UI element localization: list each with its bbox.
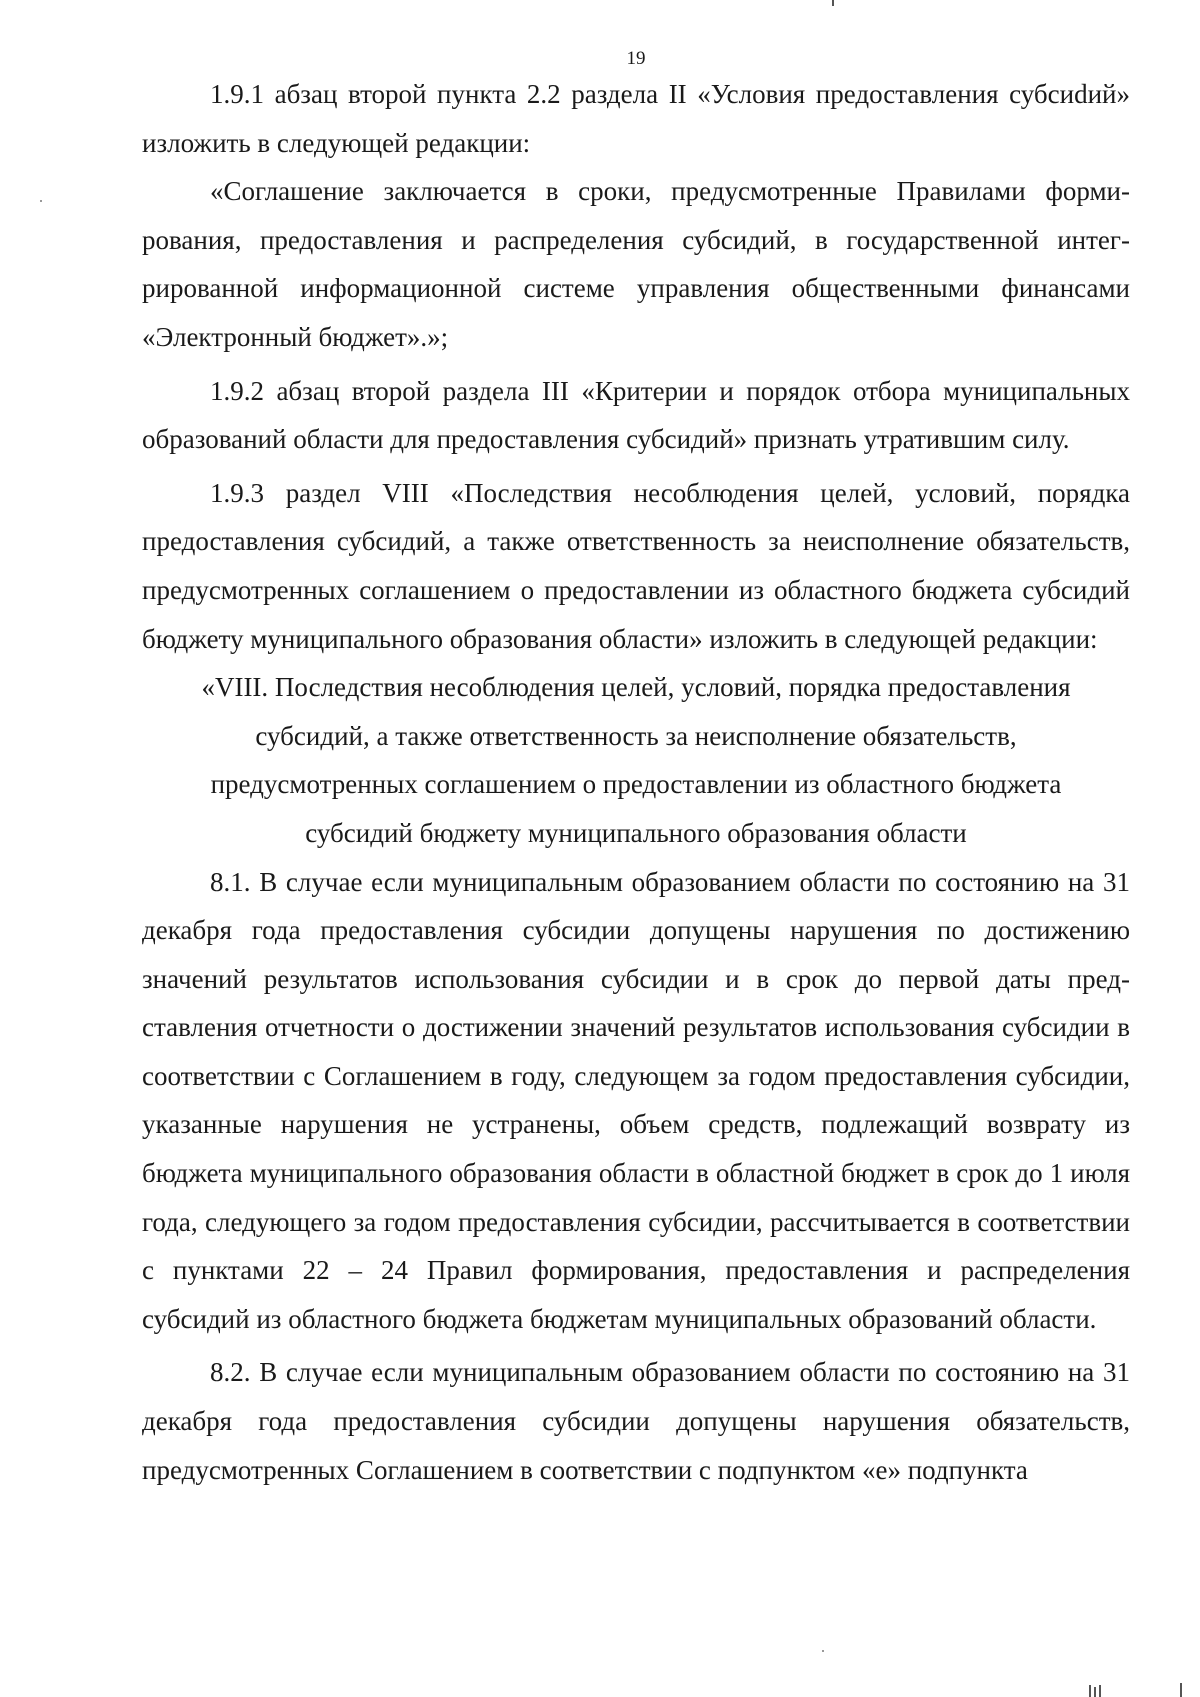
scan-speck xyxy=(822,1650,824,1652)
document-body xyxy=(142,70,1130,1494)
paragraph-8-1: 8.1. В случае если муниципальным образованием области по состоянию на 31 декабря года предоставления субсидии допущены нарушения по достижению значений результатов использования субсидии и в срок до первой даты представления отчетности о достижении значений результатов использования субсидии в соответствии с Соглашением в году, следующем за годом предоставления субсидии, указанные нарушения не устранены, объем средств, подлежащий возврату из бюджета муниципального образования области в областной бюджет в срок до 1 июля года, следующего за годом предоставления субсидии, рассчитывается в соответствии с пунктами 22 – 24 Правил формирования, предоставления и распределения субсидий из областного бюджета бюджетам муниципальных образований области. xyxy=(142,866,1130,1334)
paragraph-1-9-1: 1.9.1 абзац второй пункта 2.2 раздела II «Условия предоставления субсиdий» изложить в следующей редакции: xyxy=(142,79,1130,158)
page-number: 19 xyxy=(626,48,646,69)
paragraph-1-9-2: 1.9.2 абзац второй раздела III «Критерии и порядок отбора муниципальных образований области для предоставления субсидий» признать утратившим силу. xyxy=(142,375,1130,455)
scan-edge-mark xyxy=(1180,1683,1182,1697)
section-heading-line-3: предусмотренных соглашением о предоставлении из областного бюджета xyxy=(210,769,1062,800)
scan-speck xyxy=(832,0,834,6)
paragraph-1-9-3: 1.9.3 раздел VIII «Последствия несоблюдения целей, условий, порядка предоставления субсидий, а также ответственность за неисполнение обязательств, предусмотренных соглашением о предоставлении из областного бюджета субсидий бюджету муниципального образования области» изложить в следующей редакции: xyxy=(142,477,1130,654)
paragraph-agreement-quote: «Соглашение заключается в сроки, предусмотренные Правилами формирования, предоставления и распределения субсидий, в государственной интегрированной информационной системе управления общественными финансами «Электронный бюджет».»; xyxy=(142,176,1130,352)
scan-edge-mark xyxy=(1099,1685,1101,1697)
section-heading-line-4: субсидий бюджету муниципального образования области xyxy=(305,817,967,848)
section-viii-heading xyxy=(142,663,1130,857)
section-heading-line-1: «VIII. Последствия несоблюдения целей, условий, порядка предоставления xyxy=(201,672,1071,703)
scan-edge-mark xyxy=(1094,1687,1096,1697)
section-heading-line-2: субсидий, а также ответственность за неисполнение обязательств, xyxy=(255,720,1017,751)
scan-speck xyxy=(40,200,42,202)
paragraph-8-2: 8.2. В случае если муниципальным образованием области по состоянию на 31 декабря года предоставления субсидии допущены нарушения обязательств, предусмотренных Соглашением в соответствии с подпунктом «е» подпункта xyxy=(142,1357,1130,1485)
scan-edge-mark xyxy=(1089,1685,1091,1697)
